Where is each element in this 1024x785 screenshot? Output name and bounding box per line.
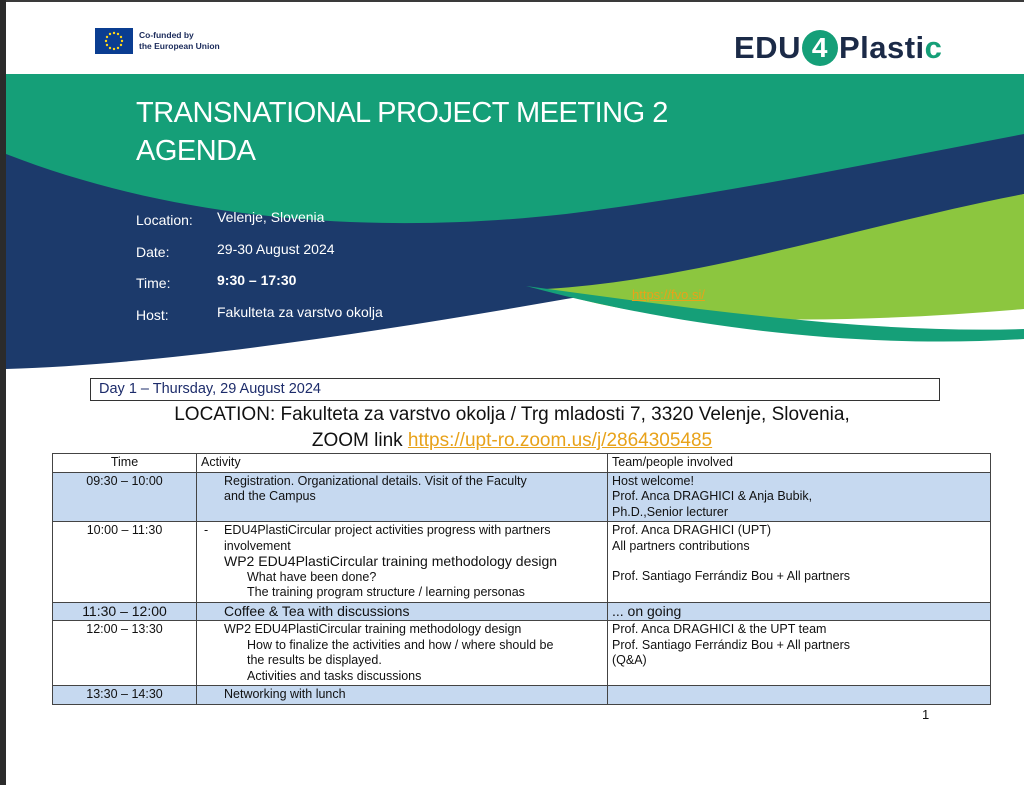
- row-team: ... on going: [608, 602, 991, 621]
- page-number: 1: [922, 707, 930, 722]
- header-time: Time: [53, 454, 197, 473]
- day-location-label: LOCATION: [174, 404, 270, 425]
- activity-bullet: [201, 523, 603, 539]
- date-value: 29-30 August 2024: [217, 241, 335, 257]
- activity-line: Registration. Organizational details. Visit of the Faculty: [224, 473, 527, 488]
- team-line: Prof. Santiago Ferrándiz Bou + All partners: [612, 637, 850, 652]
- day-heading: Day 1 – Thursday, 29 August 2024: [99, 381, 321, 397]
- activity-line: What have been done?: [247, 569, 377, 584]
- team-line: Prof. Santiago Ferrándiz Bou + All partners: [612, 569, 850, 583]
- activity-line: involvement: [224, 538, 291, 553]
- row-team: [608, 621, 991, 686]
- top-border: [0, 0, 1024, 2]
- eu-flag-icon: [95, 28, 133, 54]
- row-activity: [197, 686, 608, 705]
- host-label: Host:: [136, 307, 169, 323]
- table-row: [53, 522, 991, 603]
- activity-wp: WP2 EDU4PlastiCircular training methodology design: [224, 622, 522, 636]
- host-value: Fakulteta za varstvo okolja: [217, 304, 383, 320]
- header-team: Team/people involved: [608, 454, 991, 473]
- zoom-line: [0, 430, 1024, 452]
- day-location-text: : Fakulteta za varstvo okolja / Trg mladosti 7, 3320 Velenje, Slovenia,: [269, 404, 850, 425]
- table-row: [53, 472, 991, 522]
- activity-line: the results be displayed.: [247, 653, 382, 667]
- table-header-row: [53, 454, 991, 473]
- activity-line: Networking with lunch: [224, 687, 346, 701]
- eu-line-1: Co-funded by: [139, 30, 194, 40]
- row-activity: [197, 522, 608, 603]
- day-heading-box: [90, 378, 940, 401]
- edu4plastic-logo: [734, 30, 942, 66]
- row-team: [608, 522, 991, 603]
- team-line: Ph.D.,Senior lecturer: [612, 504, 729, 519]
- row-activity: [197, 621, 608, 686]
- table-row: [53, 686, 991, 705]
- brand-prefix: EDU: [734, 30, 801, 65]
- time-value: 9:30 – 17:30: [217, 272, 297, 288]
- activity-line: Activities and tasks discussions: [247, 668, 422, 683]
- table-row: [53, 602, 991, 621]
- location-value: Velenje, Slovenia: [217, 209, 325, 225]
- zoom-label: ZOOM link: [311, 430, 408, 451]
- row-activity: [197, 602, 608, 621]
- title-line-1: TRANSNATIONAL PROJECT MEETING 2: [136, 97, 668, 129]
- activity-line: The training program structure / learning personas: [247, 585, 525, 599]
- team-line: Prof. Anca DRAGHICI & the UPT team: [612, 622, 827, 636]
- activity-line: and the Campus: [224, 489, 316, 503]
- row-time: 09:30 – 10:00: [53, 472, 197, 522]
- row-team: [608, 472, 991, 522]
- row-time: 12:00 – 13:30: [53, 621, 197, 686]
- row-team: [608, 686, 991, 705]
- brand-suffix: Plasti: [838, 30, 925, 65]
- time-label: Time:: [136, 275, 171, 291]
- bullet-dash: -: [204, 523, 209, 537]
- location-label: Location:: [136, 212, 193, 228]
- day-location: [0, 404, 1024, 426]
- table-row: [53, 621, 991, 686]
- row-time: 13:30 – 14:30: [53, 686, 197, 705]
- team-line: Prof. Anca DRAGHICI & Anja Bubik,: [612, 489, 813, 503]
- team-line: (Q&A): [612, 653, 647, 667]
- activity-line: How to finalize the activities and how / where should be: [247, 637, 554, 652]
- title-line-2: AGENDA: [136, 135, 256, 167]
- brand-last-letter: c: [924, 30, 943, 65]
- date-label: Date:: [136, 244, 170, 260]
- row-activity: [197, 472, 608, 522]
- agenda-table: [52, 453, 991, 705]
- host-website-link[interactable]: https://fvo.si/: [632, 287, 705, 302]
- team-line: Host welcome!: [612, 473, 694, 488]
- header-activity: Activity: [197, 454, 608, 473]
- activity-line: Coffee & Tea with discussions: [224, 602, 410, 619]
- brand-digit: 4: [802, 30, 838, 66]
- row-time: 10:00 – 11:30: [53, 522, 197, 603]
- bullet-text: EDU4PlastiCircular project activities progress with partners: [224, 523, 551, 537]
- activity-wp: WP2 EDU4PlastiCircular training methodology design: [224, 553, 558, 569]
- eu-line-2: the European Union: [139, 41, 220, 51]
- team-line: All partners contributions: [612, 538, 750, 553]
- zoom-link[interactable]: https://upt-ro.zoom.us/j/2864305485: [407, 430, 713, 451]
- page-title: [136, 94, 668, 170]
- eu-cofunded-logo: [95, 28, 220, 54]
- row-time: 11:30 – 12:00: [53, 602, 197, 621]
- team-line: Prof. Anca DRAGHICI (UPT): [612, 523, 772, 537]
